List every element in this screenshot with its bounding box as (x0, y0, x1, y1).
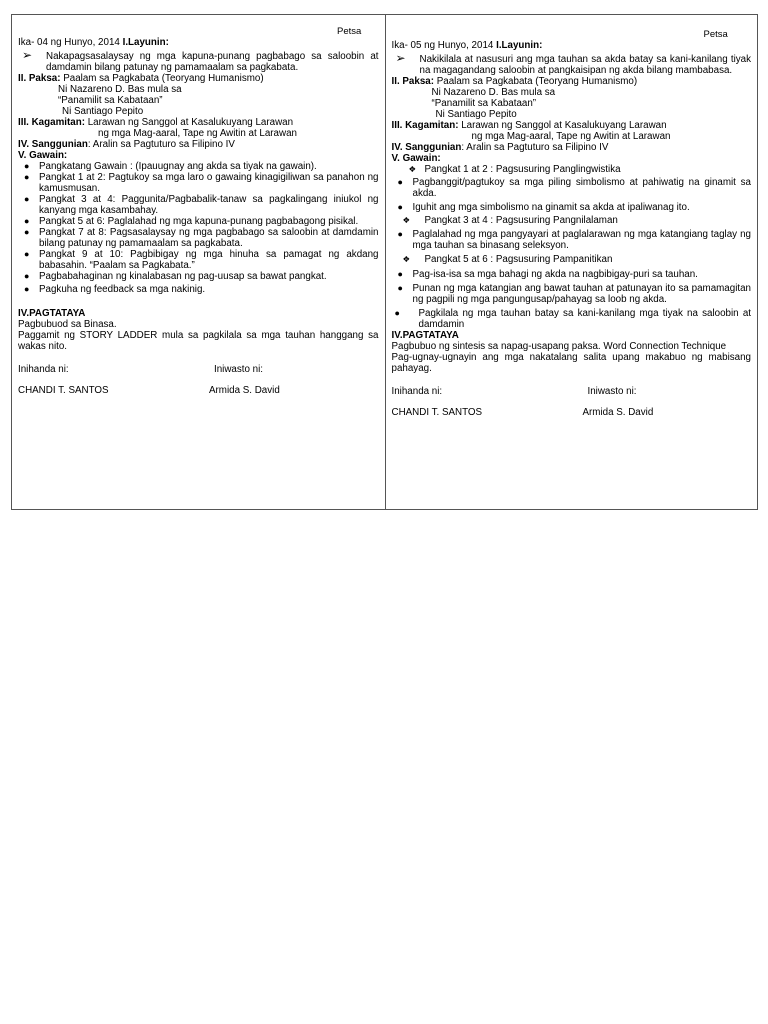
list-item: ● Pagbanggit/pagtukoy sa mga piling simbolismo at pahiwatig na ginamit sa akda. (397, 177, 751, 199)
list-item: ● Pag-isa-isa sa mga bahagi ng akda na nagbibigay-puri sa tauhan. (397, 269, 698, 280)
gawain-label: V. Gawain: (391, 153, 441, 164)
bullet-icon: ● (394, 308, 400, 318)
gawain-list (392, 164, 752, 330)
iniwasto-label: Iniwasto ni: (214, 364, 264, 375)
layunin-item: ➢ Nakikilala at nasusuri ang mga tauhan sa akda batay sa kani-kanilang tiyak na magagandang saloobin at pangkaisipan ng akda bilang mambabasa. (395, 51, 751, 76)
bullet-icon: ● (24, 249, 30, 259)
list-item: ● Pangkat 7 at 8: Pagsasalaysay ng mga pagbabago sa saloobin at damdamin bilang patunay ng pamamaalam sa pagkabata. (24, 227, 379, 249)
sanggunian-line: IV. Sanggunian: Aralin sa Pagtuturo sa Filipino IV (18, 139, 235, 150)
petsa-label: Petsa (337, 26, 362, 37)
kagamitan-line: III. Kagamitan: Larawan ng Sanggol at Kasalukuyang Larawan (391, 120, 667, 131)
iniwasto-name: Armida S. David (582, 407, 654, 418)
list-item: ● Pangkatang Gawain : (Ipauugnay ang akda sa tiyak na gawain). (24, 161, 317, 172)
paksa-author2: Ni Santiago Pepito (435, 109, 517, 120)
paksa-author: Ni Nazareno D. Bas mula sa (58, 84, 182, 95)
diamond-bullet-icon: ❖ (402, 254, 411, 264)
kagamitan-line2: ng mga Mag-aaral, Tape ng Awitin at Larawan (471, 131, 671, 142)
paksa-line: II. Paksa: Paalam sa Pagkabata (Teoryang Humanismo) (391, 76, 638, 87)
pagtataya-label: IV.PAGTATAYA (391, 330, 459, 341)
sanggunian-line: IV. Sanggunian: Aralin sa Pagtuturo sa Filipino IV (391, 142, 609, 153)
iniwasto-label: Iniwasto ni: (587, 386, 637, 397)
bullet-icon: ● (24, 172, 30, 182)
kagamitan-line: III. Kagamitan: Larawan ng Sanggol at Kasalukuyang Larawan (18, 117, 294, 128)
bullet-icon: ● (24, 284, 30, 294)
bullet-icon: ● (24, 227, 30, 237)
date-line (392, 40, 752, 51)
lesson-plan-sheet (11, 14, 758, 510)
layunin-item: ➢ Nakapagsasalaysay ng mga kapuna-punang pagbabago sa saloobin at damdamin bilang patunay ng pamamaalam sa pagkabata. (22, 48, 379, 73)
list-item: ● Paglalahad ng mga pangyayari at paglalarawan ng mga katangiang taglay ng mga tauhan sa binasang seleksyon. (397, 229, 751, 251)
layunin-label: I.Layunin: (496, 40, 543, 51)
pagtataya-label: IV.PAGTATAYA (18, 308, 86, 319)
pagtataya-line2: Paggamit ng STORY LADDER mula sa pagkilala sa mga tauhan hanggang sa wakas nito. (18, 330, 379, 352)
petsa-label: Petsa (703, 29, 728, 40)
list-item: ● Pagkilala ng mga tauhan batay sa kani-kanilang mga tiyak na saloobin at damdamin (394, 308, 751, 330)
paksa-author2: Ni Santiago Pepito (62, 106, 144, 117)
bullet-icon: ● (24, 271, 30, 281)
bullet-icon: ● (24, 161, 30, 171)
arrow-bullet-icon: ➢ (395, 51, 406, 65)
paksa-source: “Panamilit sa Kabataan” (58, 95, 163, 106)
list-item: ● Punan ng mga katangian ang bawat tauhan at patunayan ito sa pamamagitan ng pagpili ng mga pangungusap/pahayag sa loob ng akda. (397, 283, 751, 305)
bullet-icon: ● (24, 216, 30, 226)
layunin-list (392, 51, 752, 76)
list-item: ● Pangkat 9 at 10: Pagbibigay ng mga hinuha sa pamagat ng akdang babasahin. “Paalam sa Pagkabata.” (24, 249, 379, 271)
list-item: ● Pangkat 3 at 4: Paggunita/Pagbabalik-tanaw sa pagkalingang iniukol ng kanyang mga kasambahay. (24, 194, 379, 216)
diamond-bullet-icon: ❖ (402, 215, 411, 225)
diamond-bullet-icon: ❖ (408, 164, 417, 174)
paksa-line: II. Paksa: Paalam sa Pagkabata (Teoryang Humanismo) (18, 73, 264, 84)
date-text: Ika- 04 ng Hunyo, 2014 (18, 37, 120, 48)
list-item: ● Iguhit ang mga simbolismo na ginamit sa akda at ipaliwanag ito. (397, 202, 690, 213)
lesson-plan-left (12, 15, 385, 509)
list-item: ● Pangkat 5 at 6: Paglalahad ng mga kapuna-punang pagbabagong pisikal. (24, 216, 359, 227)
arrow-bullet-icon: ➢ (22, 48, 33, 62)
list-item: ● Pagbabahaginan ng kinalabasan ng pag-uusap sa bawat pangkat. (24, 271, 327, 282)
signature-labels (392, 386, 752, 397)
layunin-list (18, 48, 379, 73)
iniwasto-name: Armida S. David (209, 385, 280, 396)
date-line (18, 37, 379, 48)
kagamitan-line2: ng mga Mag-aaral, Tape ng Awitin at Larawan (98, 128, 297, 139)
inihanda-label: Inihanda ni: (18, 364, 69, 375)
bullet-icon: ● (397, 202, 403, 212)
pagtataya-line1: Pagbubuod sa Binasa. (18, 319, 117, 330)
paksa-author: Ni Nazareno D. Bas mula sa (431, 87, 556, 98)
gawain-label: V. Gawain: (18, 150, 68, 161)
lesson-plan-right (385, 15, 758, 509)
inihanda-label: Inihanda ni: (391, 386, 443, 397)
signature-names (392, 407, 752, 418)
bullet-icon: ● (397, 177, 403, 187)
bullet-icon: ● (397, 283, 403, 293)
pagtataya-line2: Pag-ugnay-ugnayin ang mga nakatalang salita upang makabuo ng mabisang pahayag. (391, 352, 751, 374)
signature-names (18, 385, 379, 396)
layunin-label: I.Layunin: (122, 37, 169, 48)
group-heading: ❖ Pangkat 1 at 2 : Pagsusuring Panglingwistika (408, 164, 621, 175)
list-item: ● Pagkuha ng feedback sa mga nakinig. (24, 284, 206, 295)
bullet-icon: ● (397, 229, 403, 239)
inihanda-name: CHANDI T. SANTOS (391, 407, 483, 418)
gawain-list (18, 161, 379, 295)
signature-labels (18, 364, 379, 375)
pagtataya-line1: Pagbubuo ng sintesis sa napag-usapang paksa. Word Connection Technique (391, 341, 727, 352)
bullet-icon: ● (397, 269, 403, 279)
group-heading: ❖ Pangkat 3 at 4 : Pagsusuring Pangnilalaman (402, 215, 618, 226)
group-heading: ❖ Pangkat 5 at 6 : Pagsusuring Pampanitikan (402, 254, 613, 265)
date-text: Ika- 05 ng Hunyo, 2014 (391, 40, 494, 51)
paksa-source: “Panamilit sa Kabataan” (431, 98, 537, 109)
bullet-icon: ● (24, 194, 30, 204)
list-item: ● Pangkat 1 at 2: Pagtukoy sa mga laro o gawaing kinagigiliwan sa panahon ng kamusmusan. (24, 172, 379, 194)
inihanda-name: CHANDI T. SANTOS (18, 385, 109, 396)
